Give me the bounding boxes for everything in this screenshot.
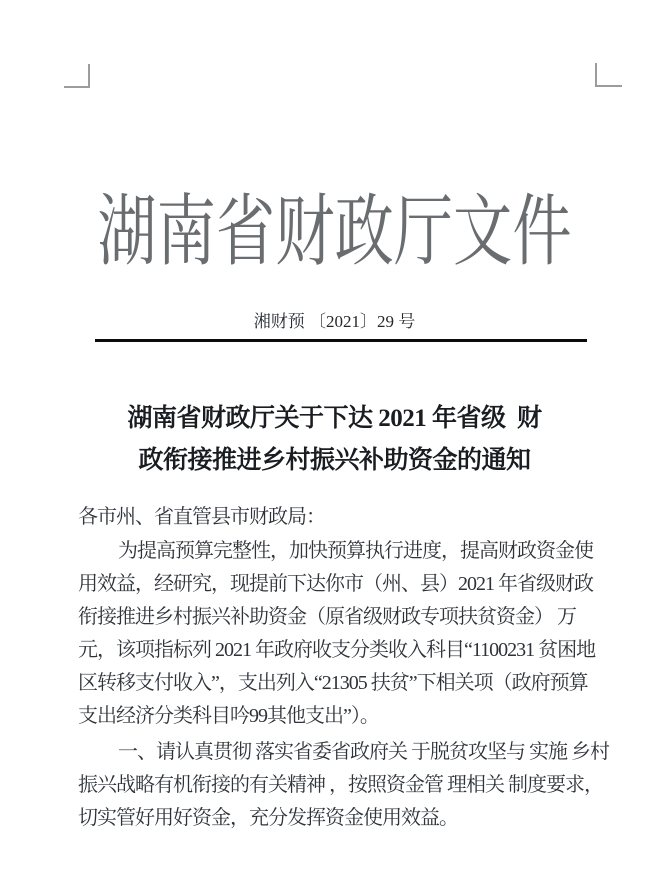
body-line: 用效益，经研究，现提前下达你市（州、县）2021 年省级财政 bbox=[78, 573, 593, 595]
body-line: 支出经济分类科目吟99其他支出”）。 bbox=[78, 705, 379, 727]
crop-mark-top-right bbox=[595, 63, 622, 87]
title-line-2: 政衔接推进乡村振兴补助资金的通知 bbox=[138, 447, 531, 474]
body-line: 切实管好用好资金，充分发挥资金使用效益。 bbox=[78, 807, 458, 829]
salutation: 各市州、省直管县市财政局： bbox=[78, 506, 325, 528]
agency-letterhead: 湖南省财政厅文件 bbox=[97, 188, 572, 275]
crop-mark-top-left bbox=[64, 64, 90, 88]
body-line: 为提高预算完整性，加快预算执行进度，提高财政资金使 bbox=[118, 540, 593, 562]
body-line: 元，该项指标列 2021 年政府收支分类收入科目“1100231 贫困地 bbox=[78, 639, 596, 661]
body-line: 振兴战略有机衔接的有关精神 ，按照资金管 理相关 制度要求， bbox=[78, 774, 603, 796]
body-line: 衔接推进乡村振兴补助资金（原省级财政专项扶贫资金） 万 bbox=[78, 606, 576, 628]
body-line: 一、请认真贯彻 落实省委省政府关 于脱贫攻坚与 实施 乡村 bbox=[118, 741, 609, 763]
title-line-1: 湖南省财政厅关于下达 2021 年省级 财 bbox=[127, 405, 542, 432]
document-number: 湘财预 〔2021〕29 号 bbox=[253, 312, 416, 331]
document-title bbox=[0, 398, 669, 482]
body-line: 区转移支付收入”，支出列入“21305 扶贫”下相关项（政府预算 bbox=[78, 672, 588, 694]
letterhead-divider bbox=[95, 339, 587, 342]
